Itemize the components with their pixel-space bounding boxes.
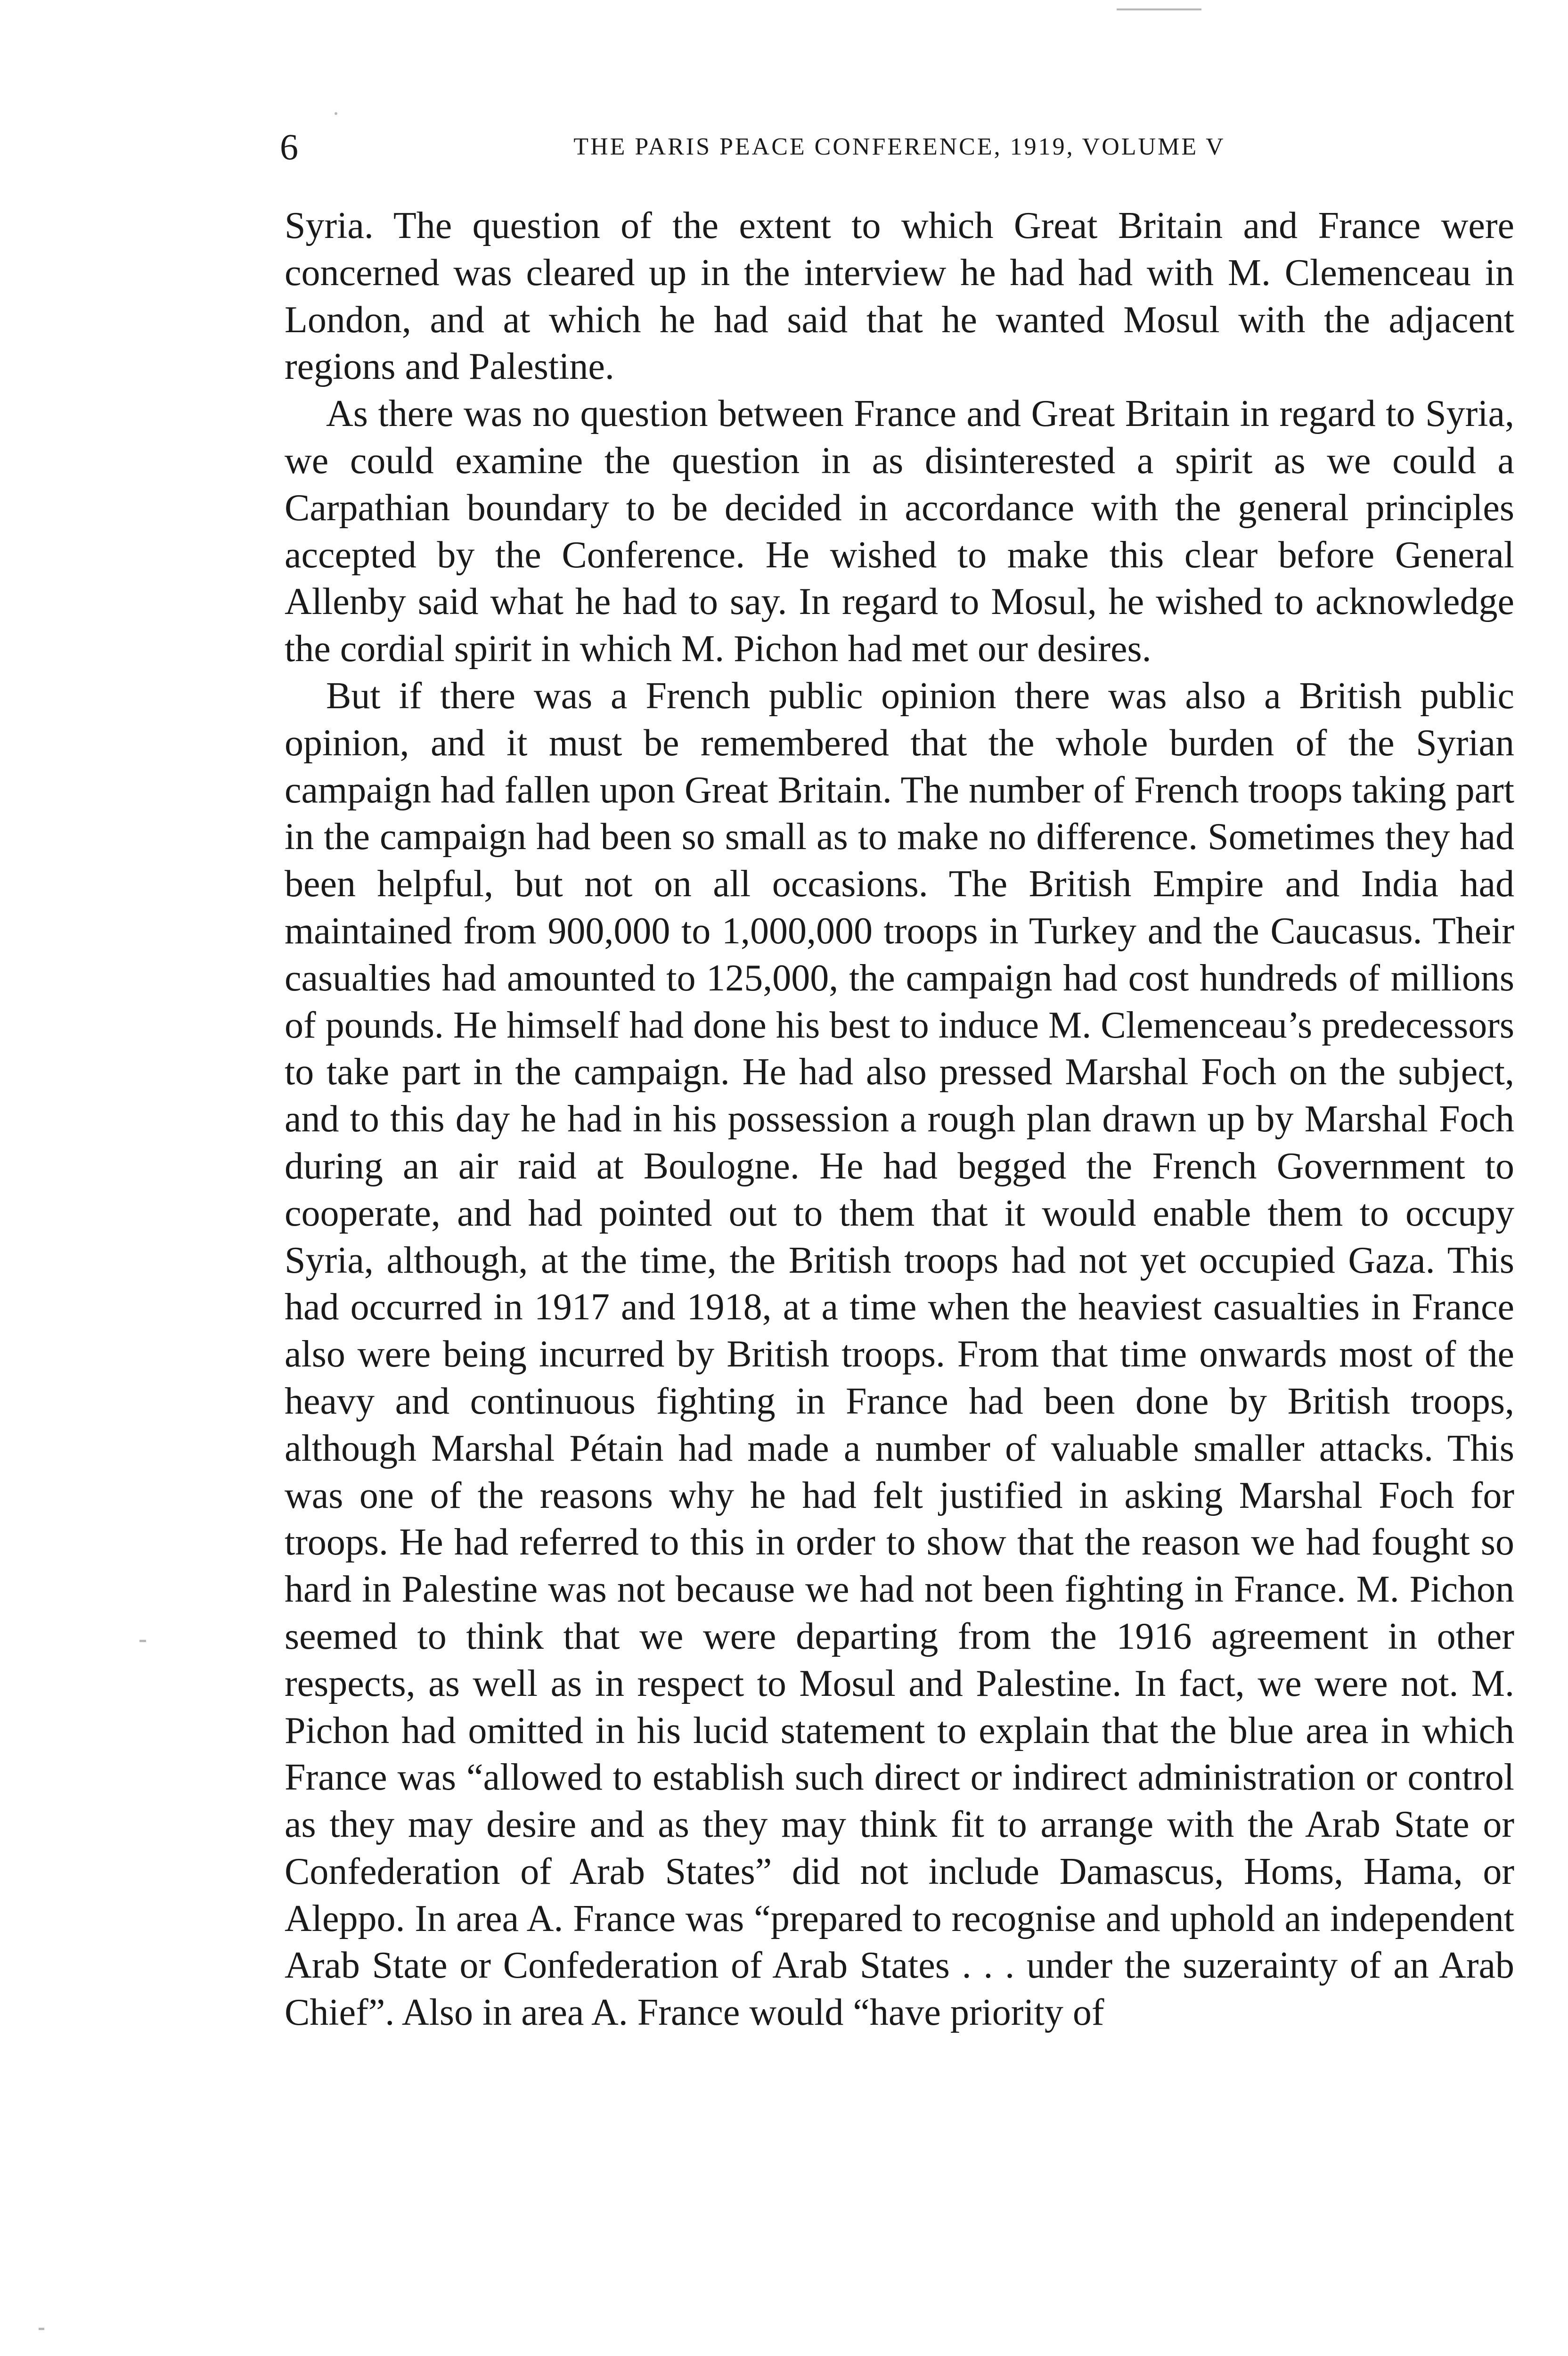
paragraph-british-opinion: But if there was a French public opinion there was also a British public opinion, and it must be remembered that the whole burden of the Syrian campaign had fallen upon Great Britain. The number of French troops taking part in the campaign had been so small as to make no difference. Sometimes they had been helpful, but not on all occasions. The British Empire and India had maintained from 900,000 to 1,000,000 troops in Turkey and the Caucasus. Their casualties had amounted to 125,000, the campaign had cost hundreds of millions of pounds. He himself had done his best to induce M. Clemenceau’s predecessors to take part in the campaign. He had also pressed Marshal Foch on the subject, and to this day he had in his possession a rough plan drawn up by Marshal Foch during an air raid at Boulogne. He had begged the French Government to cooperate, and had pointed out to them that it would enable them to occupy Syria, although, at the time, the British troops had not yet occupied Gaza. This had occurred in 1917 and 1918, at a time when the heaviest casualties in France also were being incurred by British troops. From that time onwards most of the heavy and continuous fighting in France had been done by British troops, although Marshal Pétain had made a number of valuable smaller attacks. This was one of the reasons why he had felt justified in asking Marshal Foch for troops. He had referred to this in order to show that the reason we had fought so hard in Palestine was not because we had not been fighting in France. M. Pichon seemed to think that we were departing from the 1916 agreement in other respects, as well as in respect to Mosul and Palestine. In fact, we were not. M. Pichon had omitted in his lucid statement to explain that the blue area in which France was “allowed to establish such direct or indirect administration or control as they may desire and as they may think fit to arrange with the Arab State or Confederation of Arab States” did not include Damascus, Homs, Hama, or Aleppo. In area A. France was “prepared to recognise and uphold an independent Arab State or Confederation of Arab States . . . under the suzerainty of an Arab Chief”. Also in area A. France would “have priority of — [285, 675, 1514, 2034]
page-number: 6 — [280, 126, 298, 167]
top-edge-mark — [1117, 8, 1201, 10]
left-margin-dot — [335, 112, 337, 115]
paragraph-continued: Syria. The question of the extent to which Great Britain and France were concerned was cleared up in the interview he had had with M. Clemenceau in London, and at which he had said that he wanted Mosul with the adjacent regions and Palestine. — [285, 205, 1514, 388]
left-margin-dash-2 — [39, 2328, 44, 2330]
body-text — [285, 203, 1514, 2037]
page-header — [280, 123, 1519, 171]
running-head: THE PARIS PEACE CONFERENCE, 1919, VOLUME V — [573, 133, 1225, 160]
left-margin-dash — [139, 1640, 146, 1642]
paragraph-syria-question: As there was no question between France and Great Britain in regard to Syria, we could examine the question in as disinterested a spirit as we could a Carpathian boundary to be decided in accordance with the general principles accepted by the Conference. He wished to make this clear before General Allenby said what he had to say. In regard to Mosul, he wished to acknowledge the cordial spirit in which M. Pichon had met our desires. — [285, 393, 1514, 670]
